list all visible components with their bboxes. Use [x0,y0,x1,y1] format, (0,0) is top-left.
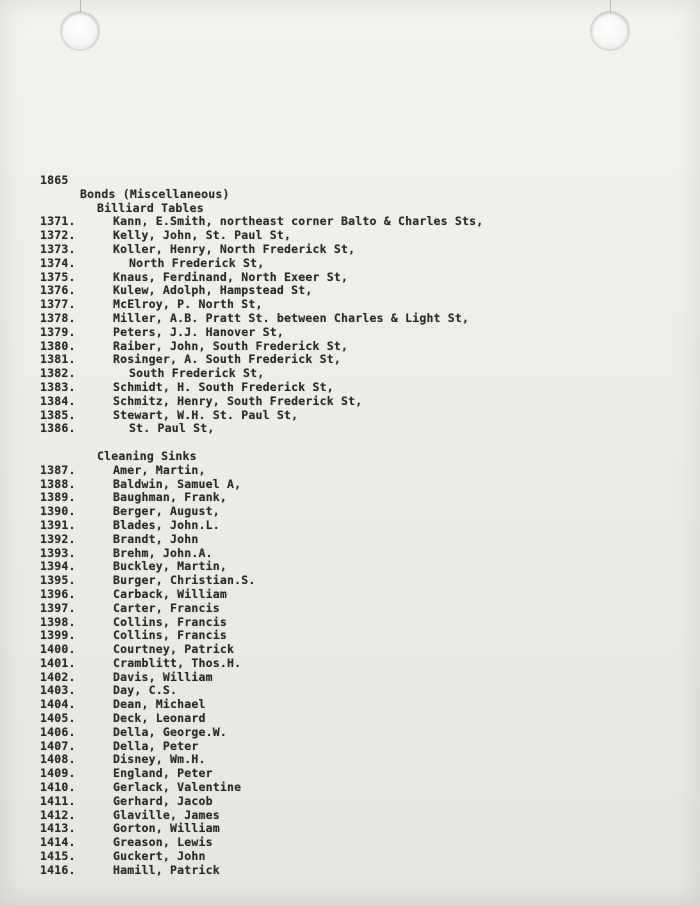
entry-text: South Frederick St, [129,366,265,381]
entry-text: Baughman, Frank, [113,490,227,505]
entry-number: 1403. [40,683,76,698]
ledger-entry [40,367,680,381]
entry-number: 1398. [40,614,76,629]
entry-number: 1415. [40,849,76,864]
ledger-entry [40,753,680,767]
entry-number: 1371. [40,214,76,229]
ledger-entry [40,257,680,271]
entry-number: 1396. [40,586,76,601]
entry-text: Disney, Wm.H. [113,752,206,767]
ledger-entry [40,284,680,298]
entry-text: Berger, August, [113,504,220,519]
entry-text: Glaville, James [113,807,220,822]
ledger-entry [40,795,680,809]
ledger-entry [40,298,680,312]
entry-number: 1412. [40,807,76,822]
ledger-entry [40,671,680,685]
entry-text: Peters, J.J. Hanover St, [113,324,284,339]
ledger-entry [40,229,680,243]
ledger-entry [40,836,680,850]
entry-text: Guckert, John [113,849,206,864]
entry-number: 1372. [40,228,76,243]
ledger-entry [40,574,680,588]
entry-text: Knaus, Ferdinand, North Exeer St, [113,269,349,284]
entry-number: 1373. [40,241,76,256]
entry-text: England, Peter [113,766,213,781]
ledger-entry [40,312,680,326]
entry-number: 1391. [40,517,76,532]
entry-text: Burger, Christian.S. [113,573,256,588]
entry-text: Carback, William [113,586,227,601]
entry-text: Day, C.S. [113,683,178,698]
entry-number: 1382. [40,366,76,381]
ledger-entry [40,326,680,340]
entry-number: 1377. [40,297,76,312]
ledger-entry [40,395,680,409]
entry-text: Buckley, Martin, [113,559,227,574]
category-heading: Bonds (Miscellaneous) [80,186,230,201]
punch-hole-left [61,12,99,50]
ledger-entry [40,698,680,712]
entry-number: 1387. [40,462,76,477]
ledger-entry [40,657,680,671]
ledger-entry [40,850,680,864]
entry-text: Cramblitt, Thos.H. [113,655,242,670]
ledger-entry [40,491,680,505]
ledger-entry [40,781,680,795]
ledger-entry [40,767,680,781]
entry-text: Stewart, W.H. St. Paul St, [113,407,299,422]
entry-number: 1409. [40,766,76,781]
entry-number: 1383. [40,379,76,394]
ledger-entry [40,215,680,229]
entry-number: 1389. [40,490,76,505]
ledger-entry [40,409,680,423]
ledger-entry [40,588,680,602]
entry-text: Brehm, John.A. [113,545,213,560]
entry-number: 1394. [40,559,76,574]
entry-text: Gerlack, Valentine [113,780,242,795]
entry-number: 1386. [40,421,76,436]
section-title: Billiard Tables [97,200,204,215]
entry-text: Schmidt, H. South Frederick St, [113,379,334,394]
ledger-entry [40,643,680,657]
entry-text: Gorton, William [113,821,220,836]
ledger-entry [40,712,680,726]
entry-number: 1404. [40,697,76,712]
entry-text: Miller, A.B. Pratt St. between Charles & Light St, [113,310,470,325]
entry-number: 1405. [40,711,76,726]
entry-number: 1390. [40,504,76,519]
ledger-entry [40,464,680,478]
entry-number: 1416. [40,862,76,877]
ledger-entry [40,478,680,492]
entry-number: 1397. [40,600,76,615]
entry-number: 1384. [40,393,76,408]
entry-text: Hamill, Patrick [113,862,220,877]
entry-text: Della, Peter [113,738,199,753]
entry-text: Baldwin, Samuel A, [113,476,242,491]
entry-text: Rosinger, A. South Frederick St, [113,352,341,367]
entry-number: 1388. [40,476,76,491]
entry-text: McElroy, P. North St, [113,297,263,312]
entry-number: 1393. [40,545,76,560]
entry-number: 1392. [40,531,76,546]
ledger-entry [40,602,680,616]
ledger-entry [40,271,680,285]
entry-number: 1374. [40,255,76,270]
entry-text: Davis, William [113,669,213,684]
entry-number: 1385. [40,407,76,422]
ledger-entry [40,519,680,533]
entry-number: 1395. [40,573,76,588]
entry-number: 1399. [40,628,76,643]
entry-number: 1375. [40,269,76,284]
ledger-entry [40,864,680,878]
entry-number: 1401. [40,655,76,670]
entry-number: 1410. [40,780,76,795]
ledger-entry [40,422,680,436]
entry-text: Schmitz, Henry, South Frederick St, [113,393,363,408]
entry-text: Collins, Francis [113,628,227,643]
entry-text: Gerhard, Jacob [113,793,213,808]
entry-text: Della, George.W. [113,724,227,739]
entry-number: 1381. [40,352,76,367]
entry-number: 1380. [40,338,76,353]
typed-ledger [40,174,680,878]
ledger-entry [40,505,680,519]
entry-number: 1378. [40,310,76,325]
section-title: Cleaning Sinks [97,448,197,463]
ledger-entry [40,726,680,740]
entry-text: North Frederick St, [129,255,265,270]
entry-text: St. Paul St, [129,421,215,436]
entry-text: Dean, Michael [113,697,206,712]
entry-number: 1407. [40,738,76,753]
entry-text: Amer, Martin, [113,462,206,477]
entry-number: 1411. [40,793,76,808]
entry-number: 1376. [40,283,76,298]
entry-text: Kann, E.Smith, northeast corner Balto & Charles Sts, [113,214,484,229]
entry-number: 1414. [40,835,76,850]
entry-text: Carter, Francis [113,600,220,615]
ledger-entry [40,533,680,547]
entry-text: Collins, Francis [113,614,227,629]
ledger-entry [40,243,680,257]
entry-text: Raiber, John, South Frederick St, [113,338,349,353]
entry-number: 1408. [40,752,76,767]
entry-number: 1379. [40,324,76,339]
entry-number: 1406. [40,724,76,739]
ledger-entry [40,381,680,395]
year-heading: 1865 [40,173,69,187]
entry-text: Deck, Leonard [113,711,206,726]
entry-text: Brandt, John [113,531,199,546]
entry-text: Kelly, John, St. Paul St, [113,228,292,243]
entry-text: Blades, John.L. [113,517,220,532]
entry-number: 1400. [40,642,76,657]
sections [40,202,680,878]
entry-text: Koller, Henry, North Frederick St, [113,241,356,256]
entry-number: 1413. [40,821,76,836]
entry-text: Courtney, Patrick [113,642,235,657]
entry-text: Kulew, Adolph, Hampstead St, [113,283,313,298]
entry-text: Greason, Lewis [113,835,213,850]
punch-hole-right [591,12,629,50]
entry-number: 1402. [40,669,76,684]
